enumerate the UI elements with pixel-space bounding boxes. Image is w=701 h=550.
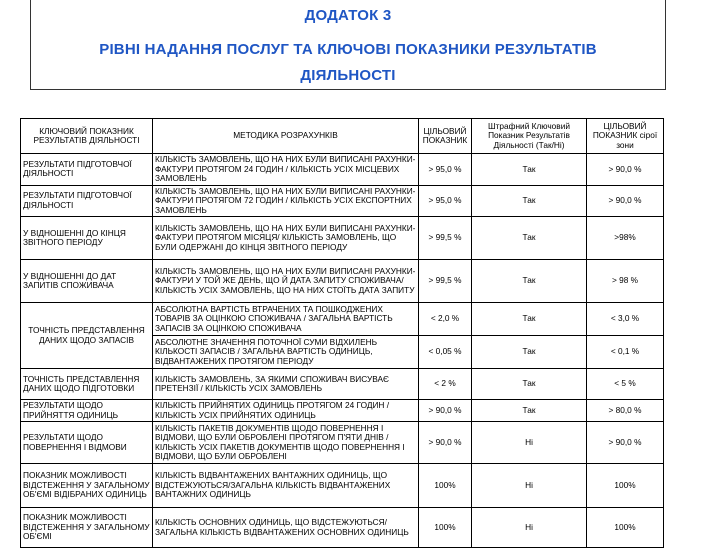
penalty-cell: Ні	[472, 422, 587, 464]
method-cell: КІЛЬКІСТЬ ЗАМОВЛЕНЬ, ЩО НА НИХ БУЛИ ВИПИСАНІ РАХУНКИ-ФАКТУРИ ПРОТЯГОМ 72 ГОДИН / КІЛЬКІСТЬ УСІХ ЕКСПОРТНИХ ЗАМОВЛЕНЬ	[153, 185, 419, 217]
target-cell: > 90,0 %	[419, 400, 472, 422]
appendix-title: ДОДАТОК 3	[304, 7, 392, 24]
target-cell: > 99,5 %	[419, 217, 472, 260]
penalty-cell: Так	[472, 217, 587, 260]
header-kpi: КЛЮЧОВИЙ ПОКАЗНИК РЕЗУЛЬТАТІВ ДІЯЛЬНОСТІ	[21, 119, 153, 154]
kpi-cell: ПОКАЗНИК МОЖЛИВОСТІ ВІДСТЕЖЕННЯ У ЗАГАЛЬНОМУ ОБ'ЄМІ ВІДІБРАНИХ ОДИНИЦЬ	[21, 464, 153, 508]
penalty-cell: Так	[472, 336, 587, 369]
method-cell: КІЛЬКІСТЬ ОСНОВНИХ ОДИНИЦЬ, ЩО ВІДСТЕЖУЮТЬСЯ/ ЗАГАЛЬНА КІЛЬКІСТЬ ВІДВАНТАЖЕНИХ ОСНОВНИХ ОДИНИЦЬ	[153, 508, 419, 548]
header-method: МЕТОДИКА РОЗРАХУНКІВ	[153, 119, 419, 154]
grey-target-cell: 100%	[587, 464, 664, 508]
kpi-table	[20, 118, 664, 548]
grey-target-cell: 100%	[587, 508, 664, 548]
kpi-cell: РЕЗУЛЬТАТИ ЩОДО ПРИЙНЯТТЯ ОДИНИЦЬ	[21, 400, 153, 422]
method-cell: АБСОЛЮТНЕ ЗНАЧЕННЯ ПОТОЧНОЇ СУМИ ВІДХИЛЕНЬ КІЛЬКОСТІ ЗАПАСІВ / ЗАГАЛЬНА ВАРТІСТЬ ОДИНИЦЬ, ВІДВАНТАЖЕНИХ ПРОТЯГОМ ПЕРІОДУ	[153, 336, 419, 369]
grey-target-cell: < 3,0 %	[587, 303, 664, 336]
penalty-cell: Ні	[472, 508, 587, 548]
kpi-cell: У ВІДНОШЕННІ ДО КІНЦЯ ЗВІТНОГО ПЕРІОДУ	[21, 217, 153, 260]
grey-target-cell: >98%	[587, 217, 664, 260]
header-penalty: Штрафний Ключовий Показник Результатів Діяльності (Так/Ні)	[472, 119, 587, 154]
method-cell: КІЛЬКІСТЬ ВІДВАНТАЖЕНИХ ВАНТАЖНИХ ОДИНИЦЬ, ЩО ВІДСТЕЖУЮТЬСЯ/ЗАГАЛЬНА КІЛЬКІСТЬ ВІДВАНТАЖЕНИХ ВАНТАЖНИХ ОДИНИЦЬ	[153, 464, 419, 508]
kpi-cell: РЕЗУЛЬТАТИ ЩОДО ПОВЕРНЕННЯ І ВІДМОВИ	[21, 422, 153, 464]
kpi-cell: У ВІДНОШЕННІ ДО ДАТ ЗАПИТІВ СПОЖИВАЧА	[21, 260, 153, 303]
penalty-cell: Так	[472, 260, 587, 303]
table-row	[21, 303, 664, 336]
penalty-cell: Так	[472, 154, 587, 186]
grey-target-cell: < 0,1 %	[587, 336, 664, 369]
target-cell: > 90,0 %	[419, 422, 472, 464]
table-row	[21, 508, 664, 548]
target-cell: > 95,0 %	[419, 185, 472, 217]
kpi-cell: РЕЗУЛЬТАТИ ПІДГОТОВЧОЇ ДІЯЛЬНОСТІ	[21, 185, 153, 217]
penalty-cell: Так	[472, 400, 587, 422]
kpi-cell: ТОЧНІСТЬ ПРЕДСТАВЛЕННЯ ДАНИХ ЩОДО ЗАПАСІВ	[21, 303, 153, 369]
penalty-cell: Так	[472, 303, 587, 336]
method-cell: КІЛЬКІСТЬ ПАКЕТІВ ДОКУМЕНТІВ ЩОДО ПОВЕРНЕННЯ І ВІДМОВИ, ЩО БУЛИ ОБРОБЛЕНІ ПРОТЯГОМ П'ЯТИ ДНІВ / КІЛЬКІСТЬ УСІХ ПАКЕТІВ ДОКУМЕНТІВ ЩОДО ПОВЕРНЕННЯ І ВІДМОВИ, ЩО БУЛИ ОБРОБЛЕНІ	[153, 422, 419, 464]
target-cell: < 2,0 %	[419, 303, 472, 336]
table-row	[21, 185, 664, 217]
table-row	[21, 217, 664, 260]
method-cell: КІЛЬКІСТЬ ЗАМОВЛЕНЬ, ЗА ЯКИМИ СПОЖИВАЧ ВИСУВАЄ ПРЕТЕНЗІЇ / КІЛЬКІСТЬ УСІХ ЗАМОВЛЕНЬ	[153, 369, 419, 400]
target-cell: > 99,5 %	[419, 260, 472, 303]
method-cell: АБСОЛЮТНА ВАРТІСТЬ ВТРАЧЕНИХ ТА ПОШКОДЖЕНИХ ТОВАРІВ ЗА ОЦІНКОЮ СПОЖИВАЧА / ЗАГАЛЬНА ВАРТІСТЬ ЗАПАСІВ ЗА ОЦІНКОЮ СПОЖИВАЧА	[153, 303, 419, 336]
grey-target-cell: > 90,0 %	[587, 185, 664, 217]
header-grey-target: ЦІЛЬОВИЙ ПОКАЗНИК сірої зони	[587, 119, 664, 154]
penalty-cell: Так	[472, 369, 587, 400]
appendix-header	[30, 0, 666, 90]
grey-target-cell: > 90,0 %	[587, 154, 664, 186]
grey-target-cell: > 90,0 %	[587, 422, 664, 464]
kpi-cell: РЕЗУЛЬТАТИ ПІДГОТОВЧОЇ ДІЯЛЬНОСТІ	[21, 154, 153, 186]
appendix-subtitle: РІВНІ НАДАННЯ ПОСЛУГ ТА КЛЮЧОВІ ПОКАЗНИКИ РЕЗУЛЬТАТІВ ДІЯЛЬНОСТІ	[99, 41, 597, 84]
table-row	[21, 260, 664, 303]
kpi-cell: ПОКАЗНИК МОЖЛИВОСТІ ВІДСТЕЖЕННЯ У ЗАГАЛЬНОМУ ОБ'ЄМІ	[21, 508, 153, 548]
method-cell: КІЛЬКІСТЬ ЗАМОВЛЕНЬ, ЩО НА НИХ БУЛИ ВИПИСАНІ РАХУНКИ-ФАКТУРИ У ТОЙ ЖЕ ДЕНЬ, ЩО Й ДАТА ЗАПИТУ СПОЖИВАЧА/ КІЛЬКІСТЬ УСІХ ЗАМОВЛЕНЬ, ЩО НА НИХ СТОЇТЬ ДАТА ЗАПИТУ	[153, 260, 419, 303]
kpi-cell: ТОЧНІСТЬ ПРЕДСТАВЛЕННЯ ДАНИХ ЩОДО ПІДГОТОВКИ	[21, 369, 153, 400]
target-cell: 100%	[419, 508, 472, 548]
table-row	[21, 154, 664, 186]
table-row	[21, 369, 664, 400]
method-cell: КІЛЬКІСТЬ ПРИЙНЯТИХ ОДИНИЦЬ ПРОТЯГОМ 24 ГОДИН / КІЛЬКІСТЬ УСІХ ПРИЙНЯТИХ ОДИНИЦЬ	[153, 400, 419, 422]
penalty-cell: Ні	[472, 464, 587, 508]
target-cell: < 0,05 %	[419, 336, 472, 369]
header-target: ЦІЛЬОВИЙ ПОКАЗНИК	[419, 119, 472, 154]
method-cell: КІЛЬКІСТЬ ЗАМОВЛЕНЬ, ЩО НА НИХ БУЛИ ВИПИСАНІ РАХУНКИ-ФАКТУРИ ПРОТЯГОМ 24 ГОДИН / КІЛЬКІСТЬ УСІХ МІСЦЕВИХ ЗАМОВЛЕНЬ	[153, 154, 419, 186]
grey-target-cell: < 5 %	[587, 369, 664, 400]
table-header-row	[21, 119, 664, 154]
table-row	[21, 422, 664, 464]
penalty-cell: Так	[472, 185, 587, 217]
table-row	[21, 464, 664, 508]
target-cell: > 95,0 %	[419, 154, 472, 186]
target-cell: 100%	[419, 464, 472, 508]
grey-target-cell: > 80,0 %	[587, 400, 664, 422]
method-cell: КІЛЬКІСТЬ ЗАМОВЛЕНЬ, ЩО НА НИХ БУЛИ ВИПИСАНІ РАХУНКИ-ФАКТУРИ ПРОТЯГОМ МІСЯЦЯ/ КІЛЬКІСТЬ ЗАМОВЛЕНЬ, ЩО БУЛИ ОДЕРЖАНІ ДО КІНЦЯ ЗВІТНОГО ПЕРІОДУ	[153, 217, 419, 260]
table-row	[21, 400, 664, 422]
grey-target-cell: > 98 %	[587, 260, 664, 303]
target-cell: < 2 %	[419, 369, 472, 400]
